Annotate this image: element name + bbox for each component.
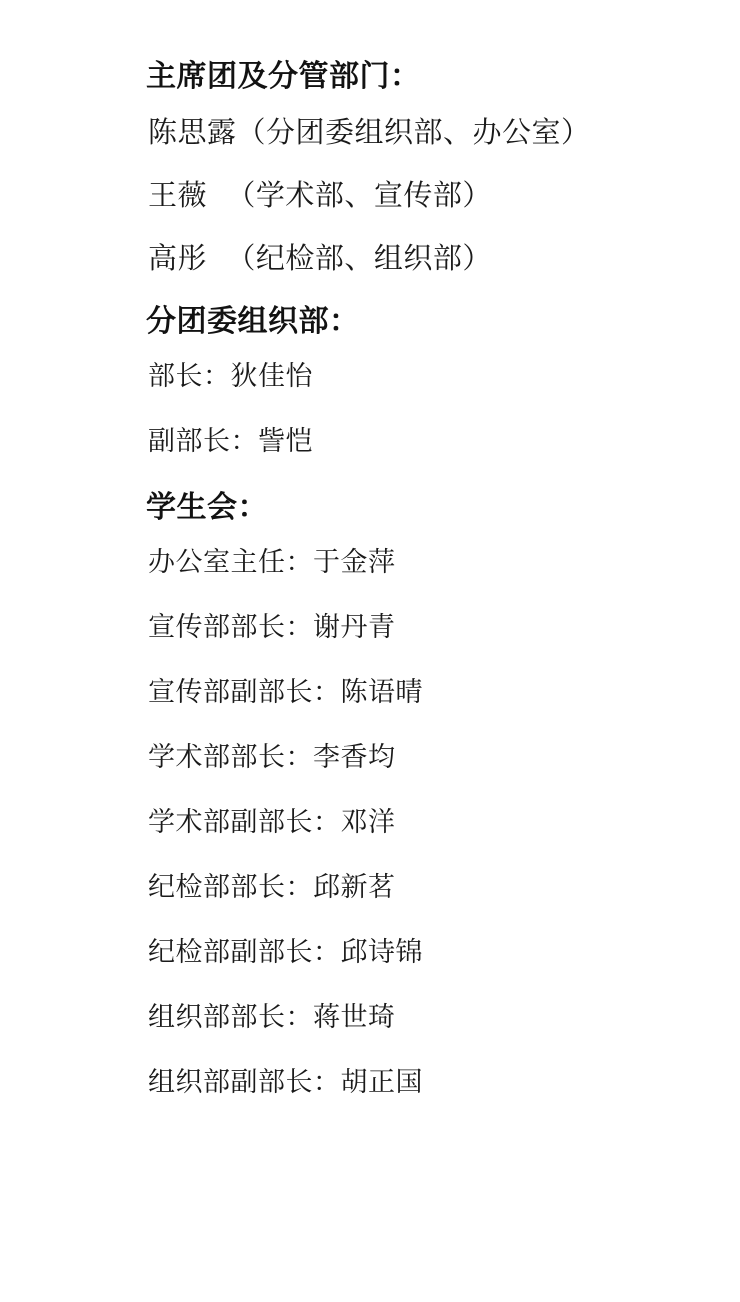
student-union-role-line: 宣传部部长：谢丹青 [148,612,396,643]
section-heading-presidium: 主席团及分管部门： [146,59,421,94]
student-union-role-line: 组织部部长：蒋世琦 [148,1002,396,1033]
presidium-member-line: 高彤 （纪检部、组织部） [148,241,492,275]
section-student-union [146,490,700,1098]
section-presidium [146,59,700,275]
student-union-role-line: 纪检部副部长：邱诗锦 [148,937,423,968]
student-union-role-line: 办公室主任：于金萍 [148,547,396,578]
student-union-role-line: 组织部副部长：胡正国 [148,1067,423,1098]
student-union-role-line: 纪检部部长：邱新茗 [148,872,396,903]
section-league-organization-dept [146,304,700,457]
presidium-member-line: 王薇 （学术部、宣传部） [148,178,492,212]
student-union-role-line: 学术部部长：李香均 [148,742,396,773]
presidium-member-line: 陈思露（分团委组织部、办公室） [148,115,591,149]
section-heading-league-organization-dept: 分团委组织部： [146,304,360,339]
league-dept-role-line: 部长：狄佳怡 [148,361,313,392]
section-heading-student-union: 学生会： [146,490,268,525]
league-dept-role-line: 副部长：訾恺 [148,426,313,457]
student-union-role-line: 学术部副部长：邓洋 [148,807,396,838]
student-union-role-line: 宣传部副部长：陈语晴 [148,677,423,708]
